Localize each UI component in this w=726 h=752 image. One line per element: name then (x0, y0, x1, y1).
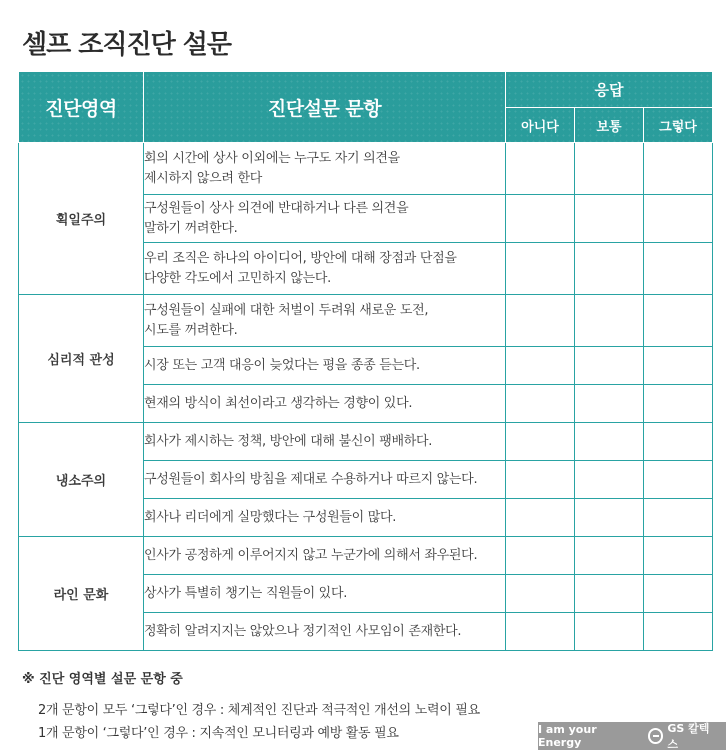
answer-cell-no[interactable] (506, 385, 575, 423)
answer-cell-neutral[interactable] (575, 613, 644, 651)
answer-cell-no[interactable] (506, 537, 575, 575)
answer-cell-yes[interactable] (644, 243, 713, 295)
answer-cell-yes[interactable] (644, 195, 713, 243)
area-label: 획일주의 (19, 143, 144, 295)
question-text: 정확히 알려지지는 않았으나 정기적인 사모임이 존재한다. (144, 623, 462, 639)
answer-cell-yes[interactable] (644, 499, 713, 537)
notes (22, 668, 480, 745)
gs-logo-icon (648, 728, 664, 744)
answer-cell-neutral[interactable] (575, 347, 644, 385)
brand-bar (538, 722, 726, 750)
question-text: 구성원들이 상사 의견에 반대하거나 다른 의견을 (144, 200, 409, 216)
answer-cell-neutral[interactable] (575, 461, 644, 499)
table-row (19, 537, 713, 575)
question-text: 현재의 방식이 최선이라고 생각하는 경향이 있다. (144, 395, 413, 411)
answer-cell-neutral[interactable] (575, 385, 644, 423)
header-question: 진단설문 문항 (144, 72, 506, 143)
answer-cell-no[interactable] (506, 347, 575, 385)
table-row (19, 295, 713, 347)
answer-cell-yes[interactable] (644, 461, 713, 499)
question-text: 말하기 꺼려한다. (144, 220, 238, 236)
answer-cell-neutral[interactable] (575, 243, 644, 295)
answer-cell-yes[interactable] (644, 613, 713, 651)
question-cell (144, 243, 506, 295)
table-row (19, 143, 713, 195)
answer-cell-no[interactable] (506, 575, 575, 613)
question-text: 우리 조직은 하나의 아이디어, 방안에 대해 장점과 단점을 (144, 250, 457, 266)
answer-cell-yes[interactable] (644, 537, 713, 575)
question-cell (144, 195, 506, 243)
answer-cell-neutral[interactable] (575, 195, 644, 243)
area-label: 냉소주의 (19, 423, 144, 537)
question-text: 회의 시간에 상사 이외에는 누구도 자기 의견을 (144, 150, 400, 166)
answer-cell-yes[interactable] (644, 423, 713, 461)
answer-cell-yes[interactable] (644, 295, 713, 347)
answer-cell-no[interactable] (506, 143, 575, 195)
answer-cell-neutral[interactable] (575, 537, 644, 575)
header-option-no: 아니다 (506, 108, 575, 143)
survey-body (19, 143, 713, 651)
question-text: 회사가 제시하는 정책, 방안에 대해 불신이 팽배하다. (144, 433, 433, 449)
area-label: 심리적 관성 (19, 295, 144, 423)
table-row (19, 423, 713, 461)
note-line: 2개 문항이 모두 ‘그렇다’인 경우 : 체계적인 진단과 적극적인 개선의 노력이 필요 (38, 703, 480, 718)
question-cell (144, 613, 506, 651)
question-text: 시도를 꺼려한다. (144, 322, 238, 338)
answer-cell-neutral[interactable] (575, 575, 644, 613)
answer-cell-no[interactable] (506, 243, 575, 295)
answer-cell-yes[interactable] (644, 385, 713, 423)
answer-cell-no[interactable] (506, 613, 575, 651)
question-text: 구성원들이 실패에 대한 처벌이 두려워 새로운 도전, (144, 302, 429, 318)
question-cell (144, 461, 506, 499)
answer-cell-no[interactable] (506, 423, 575, 461)
answer-cell-no[interactable] (506, 461, 575, 499)
question-cell (144, 537, 506, 575)
question-text: 상사가 특별히 챙기는 직원들이 있다. (144, 585, 348, 601)
answer-cell-neutral[interactable] (575, 499, 644, 537)
question-text: 구성원들이 회사의 방침을 제대로 수용하거나 따르지 않는다. (144, 471, 478, 487)
question-cell (144, 295, 506, 347)
answer-cell-yes[interactable] (644, 347, 713, 385)
notes-heading: ※ 진단 영역별 설문 문항 중 (22, 672, 183, 687)
brand-tagline: I am your Energy (538, 723, 597, 749)
header-area: 진단영역 (19, 72, 144, 143)
question-cell (144, 575, 506, 613)
question-cell (144, 143, 506, 195)
question-cell (144, 423, 506, 461)
area-label: 라인 문화 (19, 537, 144, 651)
header-option-neutral: 보통 (575, 108, 644, 143)
question-text: 제시하지 않으려 한다 (144, 170, 262, 186)
question-cell (144, 499, 506, 537)
note-line: 1개 문항이 ‘그렇다’인 경우 : 지속적인 모니터링과 예방 활동 필요 (38, 726, 399, 741)
answer-cell-neutral[interactable] (575, 143, 644, 195)
page-title: 셀프 조직진단 설문 (22, 30, 232, 60)
answer-cell-neutral[interactable] (575, 423, 644, 461)
brand-name: GS 칼텍스 (667, 722, 710, 751)
question-text: 인사가 공정하게 이루어지지 않고 누군가에 의해서 좌우된다. (144, 547, 478, 563)
answer-cell-no[interactable] (506, 295, 575, 347)
question-text: 시장 또는 고객 대응이 늦었다는 평을 종종 듣는다. (144, 357, 420, 373)
survey-table (18, 71, 713, 651)
answer-cell-yes[interactable] (644, 575, 713, 613)
question-text: 회사나 리더에게 실망했다는 구성원들이 많다. (144, 509, 397, 525)
answer-cell-yes[interactable] (644, 143, 713, 195)
answer-cell-no[interactable] (506, 499, 575, 537)
answer-cell-no[interactable] (506, 195, 575, 243)
answer-cell-neutral[interactable] (575, 295, 644, 347)
question-text: 다양한 각도에서 고민하지 않는다. (144, 270, 331, 286)
header-option-yes: 그렇다 (644, 108, 713, 143)
header-response: 응답 (506, 72, 713, 108)
question-cell (144, 347, 506, 385)
question-cell (144, 385, 506, 423)
